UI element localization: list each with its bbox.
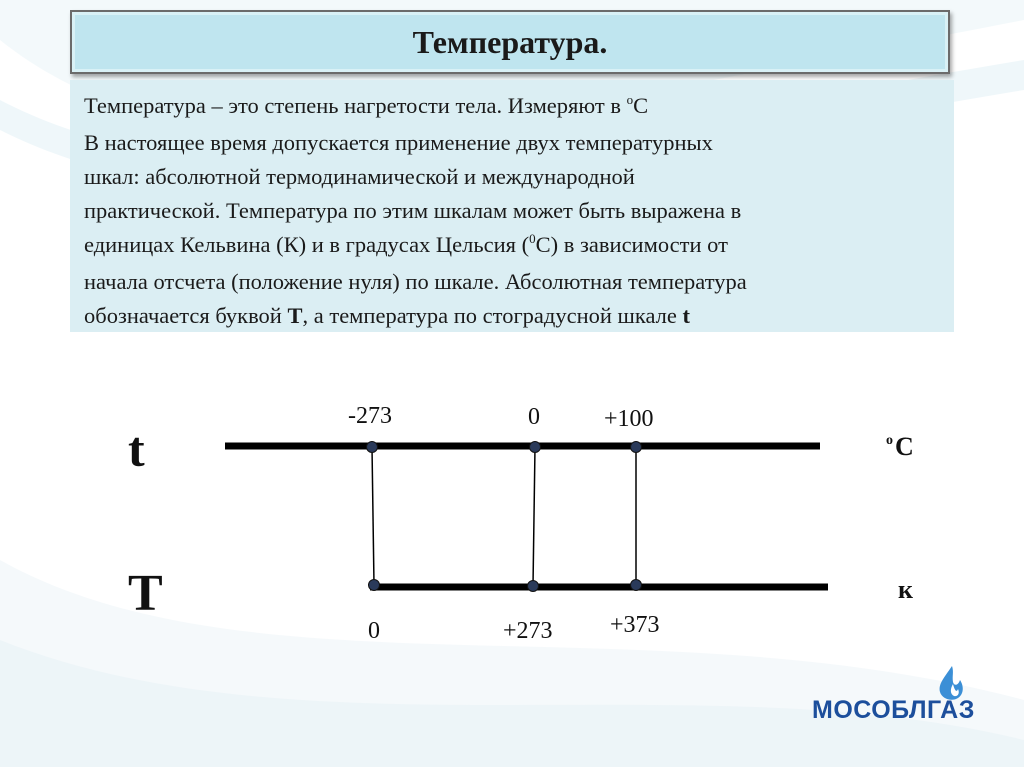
kelvin-unit: к [898, 575, 913, 604]
celsius-label-plus-100: +100 [604, 406, 654, 432]
bold-letter-T: T [287, 303, 303, 328]
kelvin-label-0: 0 [368, 618, 380, 644]
degree-superscript: o [626, 92, 634, 107]
kelvin-scale-letter: T [128, 565, 163, 622]
connector-line-absolute-zero [372, 447, 374, 585]
text-line-3: шкал: абсолютной термодинамической и международной [84, 164, 635, 189]
celsius-label-0: 0 [528, 404, 540, 430]
bold-letter-t: t [682, 303, 690, 328]
celsius-label-minus-273: -273 [348, 403, 392, 429]
text-fragment: С [633, 93, 649, 118]
kelvin-label-273: +273 [503, 618, 553, 644]
connector-line-freezing [533, 447, 535, 586]
text-line-6: начала отсчета (положение нуля) по шкале. Абсолютная температура [84, 269, 747, 294]
zero-superscript: 0 [529, 231, 536, 246]
celsius-unit-degree: o [886, 433, 893, 448]
celsius-scale-letter: t [128, 421, 145, 477]
celsius-point-plus-100 [631, 442, 642, 453]
kelvin-point-0 [369, 580, 380, 591]
text-fragment: единицах Кельвина (К) и в градусах Цельсия ( [84, 232, 530, 257]
text-fragment: Температура – это степень нагретости тела. Измеряют в [84, 93, 627, 118]
page-title: Температура. [412, 23, 608, 60]
kelvin-point-273 [528, 581, 539, 592]
kelvin-label-373: +373 [610, 612, 660, 638]
celsius-point-minus-273 [367, 442, 378, 453]
text-line-4: практической. Температура по этим шкалам может быть выражена в [84, 198, 742, 223]
text-fragment: , а температура по стоградусной шкале [302, 303, 683, 328]
text-fragment: обозначается буквой [84, 303, 288, 328]
text-fragment: С) в зависимости от [535, 232, 728, 257]
text-line-2: В настоящее время допускается применение двух температурных [84, 130, 713, 155]
kelvin-point-373 [631, 580, 642, 591]
celsius-unit: C [895, 432, 914, 461]
company-logo [812, 664, 982, 734]
logo-text: МОСОБЛГАЗ [812, 696, 975, 724]
celsius-point-0 [530, 442, 541, 453]
